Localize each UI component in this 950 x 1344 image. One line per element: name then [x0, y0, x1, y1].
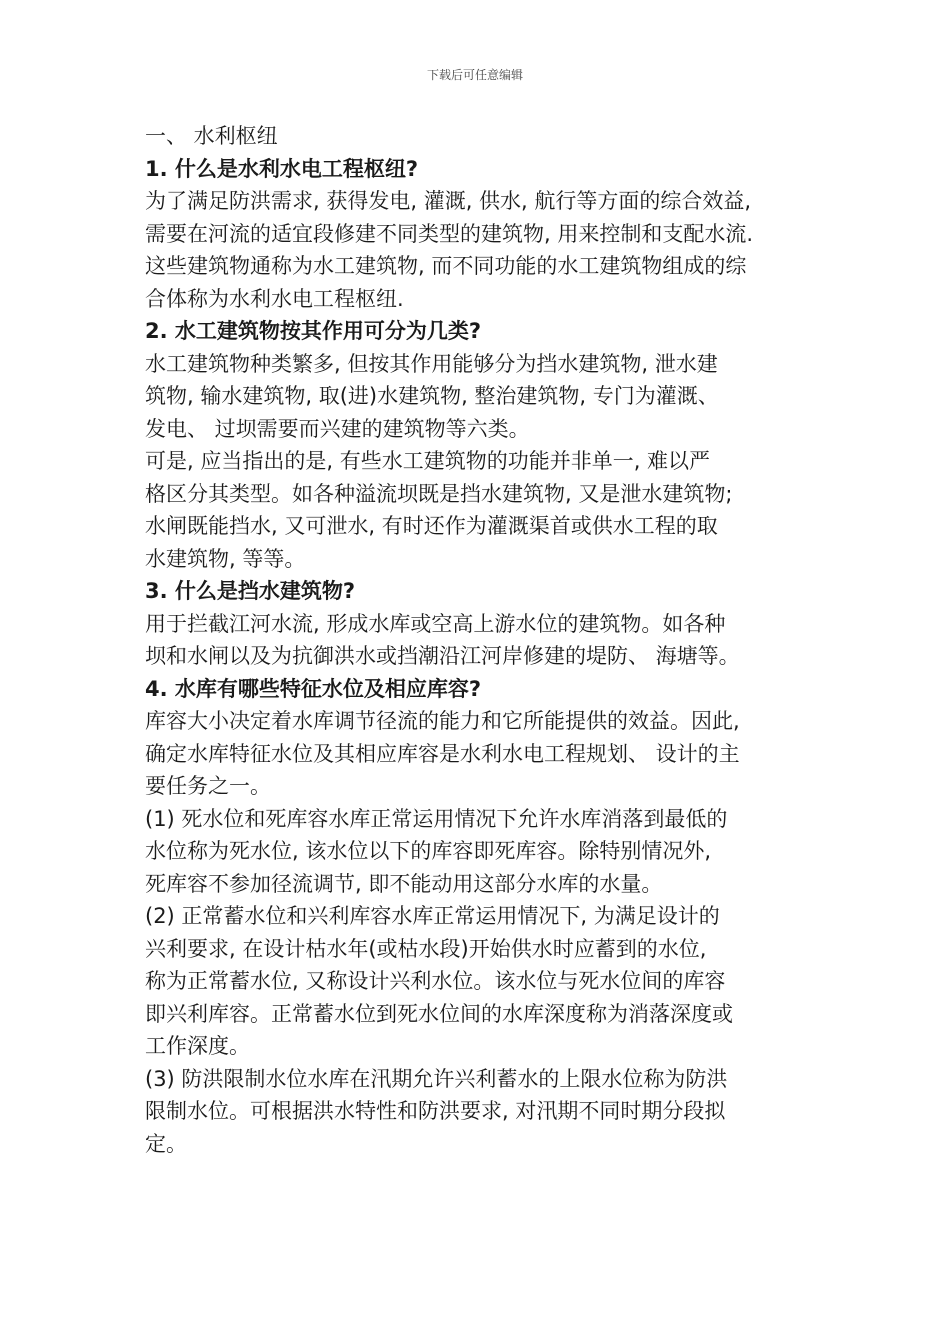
paragraph-line: 坝和水闸以及为抗御洪水或挡潮沿江河岸修建的堤防、 海塘等。: [145, 644, 740, 668]
page-header: 下载后可任意编辑: [426, 68, 523, 82]
paragraph-line: 筑物, 输水建筑物, 取(进)水建筑物, 整治建筑物, 专门为灌溉、: [145, 384, 719, 408]
paragraph-line: 用于拦截江河水流, 形成水库或空高上游水位的建筑物。如各种: [145, 611, 726, 636]
paragraph-line: 格区分其类型。如各种溢流坝既是挡水建筑物, 又是泄水建筑物;: [145, 481, 733, 506]
question-heading: 4. 水库有哪些特征水位及相应库容?: [145, 676, 482, 701]
paragraph-line: (3) 防洪限制水位水库在汛期允许兴利蓄水的上限水位称为防洪: [145, 1066, 728, 1091]
paragraph-line: 死库容不参加径流调节, 即不能动用这部分水库的水量。: [145, 871, 663, 896]
paragraph-line: 合体称为水利水电工程枢纽.: [145, 286, 404, 311]
paragraph-line: 需要在河流的适宜段修建不同类型的建筑物, 用来控制和支配水流.: [145, 221, 754, 246]
paragraph-line: 称为正常蓄水位, 又称设计兴利水位。该水位与死水位间的库容: [145, 969, 726, 993]
question-heading: 1. 什么是水利水电工程枢纽?: [145, 156, 419, 181]
paragraph-line: 水位称为死水位, 该水位以下的库容即死库容。除特别情况外,: [145, 839, 712, 863]
paragraph-line: 可是, 应当指出的是, 有些水工建筑物的功能并非单一, 难以严: [145, 449, 711, 473]
paragraph-line: 为了满足防洪需求, 获得发电, 灌溉, 供水, 航行等方面的综合效益,: [145, 189, 752, 213]
paragraph-line: 水建筑物, 等等。: [145, 546, 306, 571]
paragraph-line: (1) 死水位和死库容水库正常运用情况下允许水库消落到最低的: [145, 806, 728, 831]
paragraph-line: 要任务之一。: [145, 774, 271, 798]
question-heading: 3. 什么是挡水建筑物?: [145, 579, 356, 603]
paragraph-line: 确定水库特征水位及其相应库容是水利水电工程规划、 设计的主: [145, 741, 740, 766]
section-title: 一、 水利枢纽: [145, 124, 278, 148]
paragraph-line: 兴利要求, 在设计枯水年(或枯水段)开始供水时应蓄到的水位,: [145, 936, 707, 961]
paragraph-line: 限制水位。可根据洪水特性和防洪要求, 对汛期不同时期分段拟: [145, 1099, 726, 1123]
paragraph-line: 定。: [145, 1131, 187, 1156]
paragraph-line: (2) 正常蓄水位和兴利库容水库正常运用情况下, 为满足设计的: [145, 904, 720, 928]
paragraph-line: 发电、 过坝需要而兴建的建筑物等六类。: [145, 416, 530, 441]
question-heading: 2. 水工建筑物按其作用可分为几类?: [145, 319, 482, 343]
paragraph-line: 水闸既能挡水, 又可泄水, 有时还作为灌溉渠首或供水工程的取: [145, 514, 718, 538]
paragraph-line: 库容大小决定着水库调节径流的能力和它所能提供的效益。因此,: [145, 709, 740, 733]
paragraph-line: 水工建筑物种类繁多, 但按其作用能够分为挡水建筑物, 泄水建: [145, 351, 718, 376]
paragraph-line: 即兴利库容。正常蓄水位到死水位间的水库深度称为消落深度或: [145, 1001, 733, 1026]
paragraph-line: 这些建筑物通称为水工建筑物, 而不同功能的水工建筑物组成的综: [145, 254, 747, 278]
document-body: [145, 120, 825, 1160]
paragraph-line: 工作深度。: [145, 1034, 250, 1058]
